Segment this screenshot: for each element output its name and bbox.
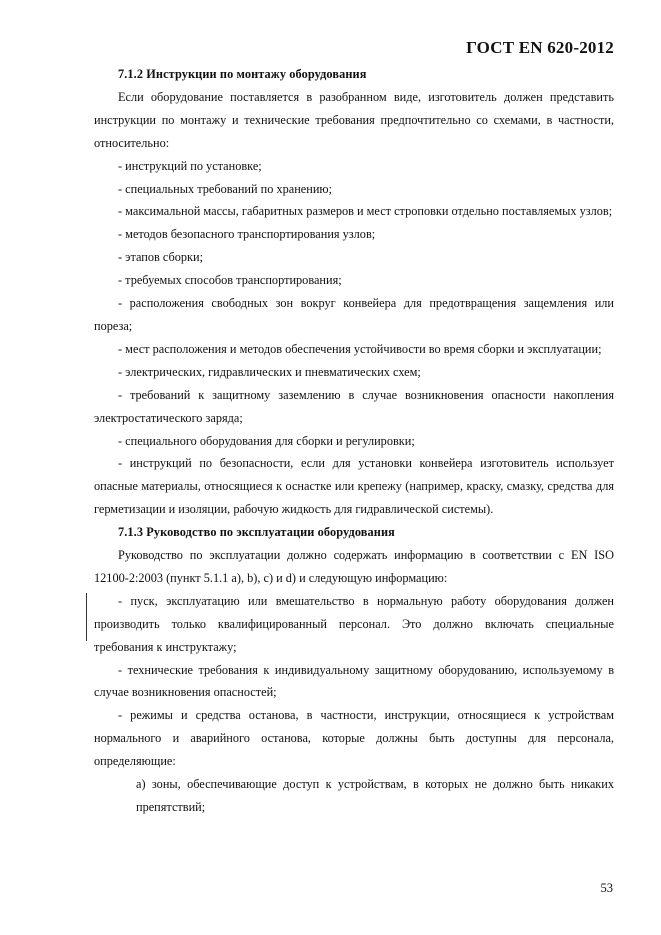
list-item: - этапов сборки; bbox=[118, 250, 204, 265]
list-item: - методов безопасного транспортирования узлов; bbox=[118, 227, 376, 242]
list-item: - технические требования к индивидуальному защитному оборудованию, используемому в случае возникновения опасностей; bbox=[94, 662, 614, 700]
page-number: 53 bbox=[600, 881, 613, 895]
list-item: - электрических, гидравлических и пневматических схем; bbox=[118, 364, 421, 379]
list-item: - пуск, эксплуатацию или вмешательство в нормальную работу оборудования должен производить только квалифицированный персонал. Это должно включать специальные требования к инструктажу; bbox=[94, 593, 614, 654]
revision-change-bar bbox=[86, 593, 87, 641]
list-item: - инструкций по установке; bbox=[118, 158, 262, 173]
list-item: - требуемых способов транспортирования; bbox=[118, 273, 342, 288]
list-item: - режимы и средства останова, в частности, инструкции, относящиеся к устройствам нормального и аварийного останова, которые должны быть доступны для персонала, определяющие: bbox=[94, 708, 614, 769]
list-item: - специального оборудования для сборки и регулировки; bbox=[118, 433, 415, 448]
section-7-1-3-intro: Руководство по эксплуатации должно содержать информацию в соответствии с EN ISO 12100-2:2003 (пункт 5.1.1 а), b), с) и d) и следующую информацию: bbox=[94, 548, 614, 585]
section-heading-7-1-2: 7.1.2 Инструкции по монтажу оборудования bbox=[118, 67, 367, 81]
list-item: - мест расположения и методов обеспечения устойчивости во время сборки и эксплуатации; bbox=[118, 341, 602, 356]
section-heading-7-1-3: 7.1.3 Руководство по эксплуатации оборудования bbox=[118, 525, 395, 540]
list-item: - расположения свободных зон вокруг конвейера для предотвращения защемления или пореза; bbox=[94, 296, 614, 333]
list-item: - специальных требований по хранению; bbox=[118, 181, 333, 196]
document-body bbox=[94, 63, 614, 819]
list-item: - максимальной массы, габаритных размеров и мест строповки отдельно поставляемых узлов; bbox=[118, 204, 613, 219]
standard-designation: ГОСТ EN 620-2012 bbox=[466, 38, 614, 57]
sub-list-item: а) зоны, обеспечивающие доступ к устройствам, в которых не должно быть никаких препятствий; bbox=[136, 777, 614, 814]
section-7-1-2-intro: Если оборудование поставляется в разобранном виде, изготовитель должен представить инструкции по монтажу и технические требования предпочтительно со схемами, в частности, относительно: bbox=[94, 89, 614, 150]
list-item: - требований к защитному заземлению в случае возникновения опасности накопления электростатического заряда; bbox=[94, 387, 614, 425]
list-item: - инструкций по безопасности, если для установки конвейера изготовитель использует опасные материалы, относящиеся к оснастке или крепежу (например, краску, смазку, средства для герметизации и изоляции, рабочую жидкость для гидравлической системы). bbox=[94, 456, 614, 517]
